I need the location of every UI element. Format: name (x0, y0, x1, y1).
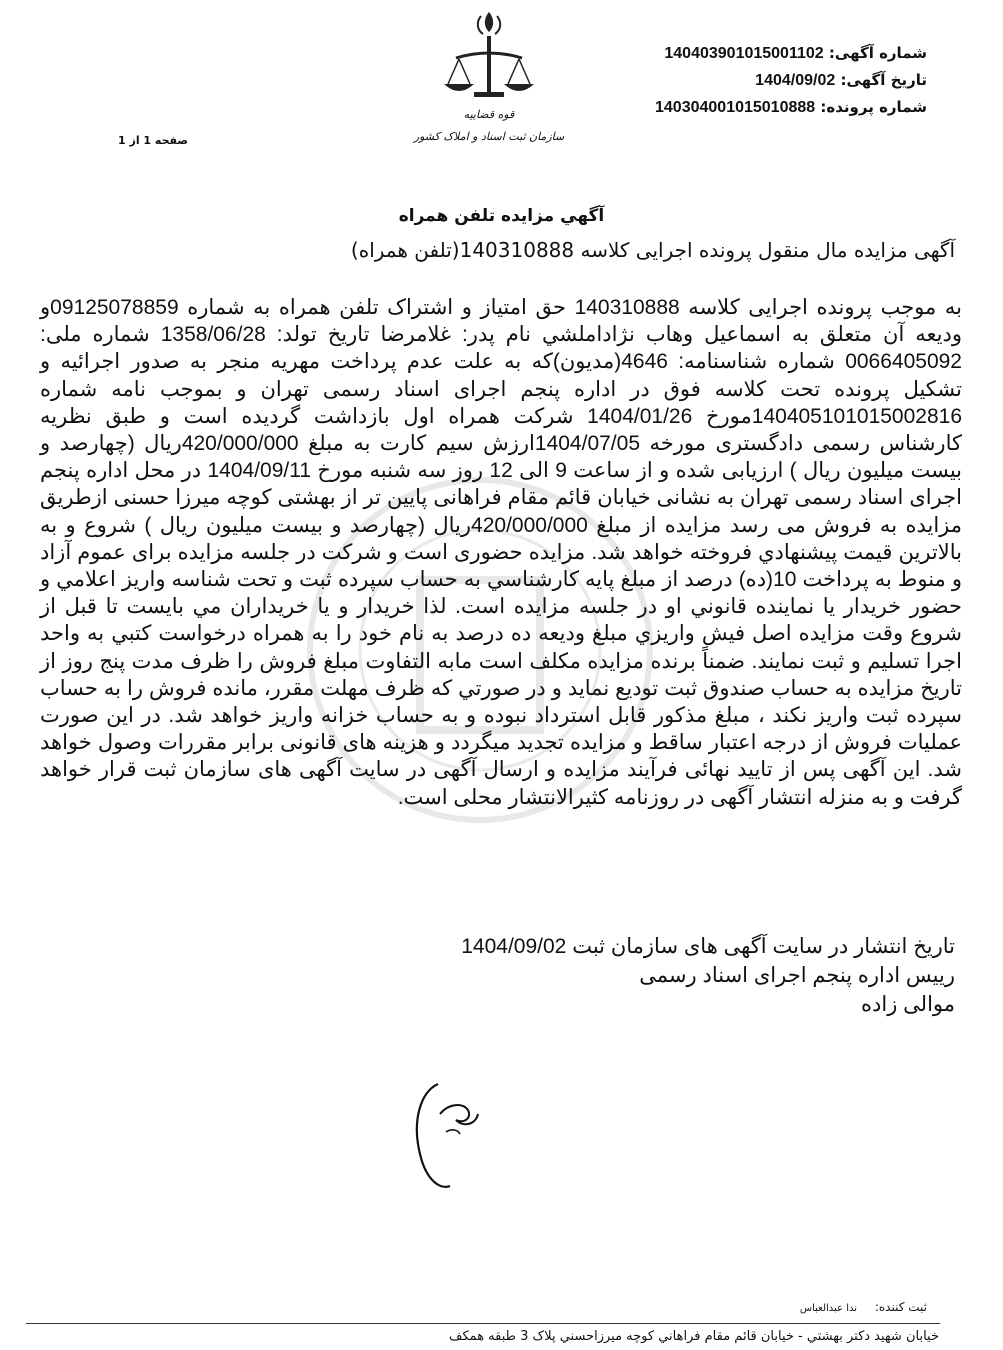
scales-of-justice-icon (404, 4, 574, 174)
office-address: خيابان شهيد دکتر بهشتي - خيابان قائم مقام فراهاني کوچه ميرزاحسني پلاک 3 طبقه همکف (449, 1329, 939, 1344)
page-indicator: صفحه 1 از 1 (118, 134, 189, 147)
footer-divider (26, 1323, 940, 1324)
signature (368, 1062, 498, 1202)
emblem-caption-judiciary: قوه قضاییه (463, 108, 515, 121)
notice-body: به موجب پرونده اجرایی کلاسه 140310888 حق امتیاز و اشتراک تلفن همراه به شماره 09125078859و ودیعه آن متعلق به اسماعیل وهاب نژاداملشي نام پدر: غلامرضا تاریخ تولد: 1358/06/28 شماره ملی: 0066405092 شماره شناسنامه: 4646(مدیون)که به علت عدم پرداخت مهریه منجر به صدور اجرائیه و تشکیل پرونده تحت کلاسه فوق در اداره پنجم اجرای اسناد رسمی تهران و بموجب نامه شماره 140405101015002816مورخ 1404/01/26 شرکت همراه اول بازداشت گردیده است و طبق نظریه کارشناس رسمی دادگستری مورخه 1404/07/05ارزش سیم کارت به مبلغ 420/000/000ریال (چهارصد و بیست میلیون ریال ) ارزیابی شده و از ساعت 9 الی 12 روز سه شنبه مورخ 1404/09/11 در محل اداره پنجم اجرای اسناد رسمی تهران به نشانی خیابان قائم مقام فراهانی پایین تر از بهشتی کوچه میرزا حسنی ازطریق مزایده به فروش می رسد مزایده از مبلغ 420/000/000ریال (چهارصد و بیست میلیون ریال ) شروع و به بالاترین قیمت پیشنهادي فروخته خواهد شد. مزایده حضوری است و شرکت در جلسه مزایده برای عموم آزاد و منوط به پرداخت 10(ده) درصد از مبلغ پایه کارشناسي به حساب سپرده ثبت و تحت شناسه واریز اعلامي و حضور خريدار يا نماينده قانوني او در جلسه مزايده است. لذا خريدار و يا خريداران مي بايست تا قبل از شروع وقت مزايده اصل فيش واريزي مبلغ وديعه ده درصد به نام خود را به همراه درخواست کتبي به واحد اجرا تسليم و ثبت نمايند. ضمناً برنده مزایده مکلف است مابه التفاوت مبلغ فروش را ظرف مدت پنج روز از تاریخ مزایده به حساب صندوق ثبت تودیع نماید و در صورتي که ظرف مهلت مقرر، مانده فروش را به حساب سپرده ثبت واریز نکند ، مبلغ مذکور قابل استرداد نبوده و به حساب خزانه واریز خواهد شد. در این صورت عملیات فروش از درجه اعتبار ساقط و مزایده تجدید میگردد و هزینه های قانونی برابر مقررات وصول خواهد شد. این آگهی پس از تایید نهائی فرآیند مزایده و ارسال آگهی در سایت آگهی های سازمان ثبت قرار خواهد گرفت و به منزله انتشار آگهی در روزنامه کثیرالانتشار محلی است. (40, 296, 963, 809)
ad-number-value: 140403901015001102 (664, 45, 824, 62)
official-title: رییس اداره پنجم اجرای اسناد رسمی (639, 964, 955, 987)
case-number-label: شماره پرونده: (820, 98, 927, 116)
registrar-name: ندا عبدالعباس (799, 1303, 858, 1314)
page-title: آگهي مزايده تلفن همراه (398, 206, 605, 226)
case-number-value: 140304001015010888 (655, 99, 816, 116)
official-name: موالی زاده (861, 993, 955, 1016)
registrar-label: ثبت کننده: (874, 1300, 927, 1314)
case-number-row (567, 94, 927, 121)
header-meta (567, 40, 927, 121)
ad-number-row (567, 40, 927, 67)
publish-line: تاریخ انتشار در سایت آگهی های سازمان ثبت 1404/09/02 (461, 935, 955, 958)
notice-footer (255, 932, 955, 1019)
ad-date-value: 1404/09/02 (755, 72, 836, 89)
emblem-caption-registry: سازمان ثبت اسناد و املاک کشور (413, 130, 565, 143)
ad-date-label: تاریخ آگهی: (840, 71, 927, 89)
ad-date-row (567, 67, 927, 94)
ad-number-label: شماره آگهی: (828, 44, 927, 62)
page-subtitle: آگهی مزایده مال منقول پرونده اجرایی کلاسه 140310888(تلفن همراه) (350, 238, 955, 262)
judiciary-emblem (404, 4, 574, 174)
registrar-line (800, 1300, 927, 1314)
